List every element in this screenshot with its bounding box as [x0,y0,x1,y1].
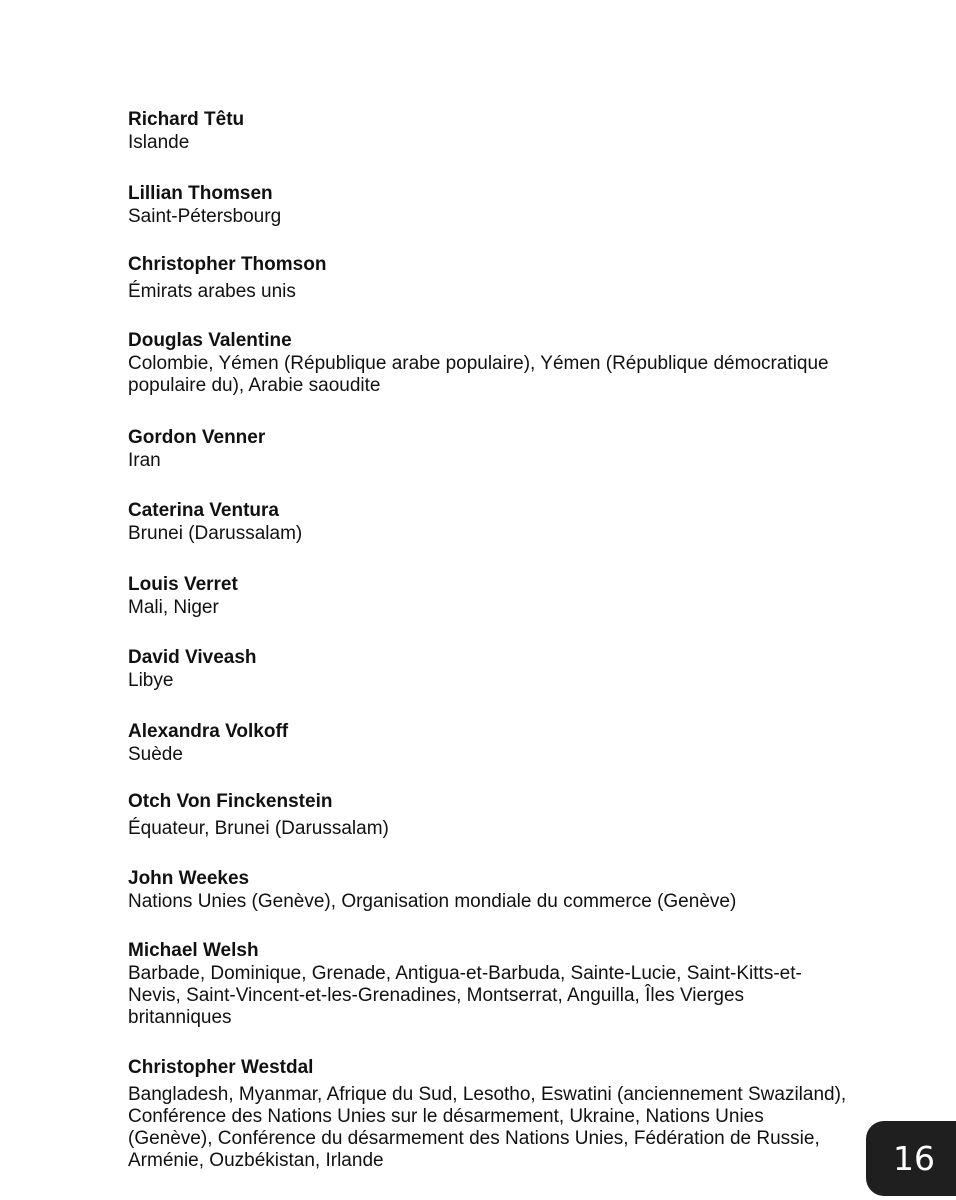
entry-name: David Viveash [128,647,257,668]
entry-name: Christopher Westdal [128,1057,314,1078]
entry-posts: Mali, Niger [128,597,219,618]
entry-name: Richard Têtu [128,109,245,130]
entry-posts: Iran [128,450,161,471]
entry-posts: Suède [128,744,183,765]
entry [128,500,848,545]
entry [128,254,848,303]
entry [128,330,848,397]
entry [128,940,848,1029]
entry-name: Michael Welsh [128,940,259,961]
entry-name: Alexandra Volkoff [128,721,289,742]
entry-name: Caterina Ventura [128,500,279,521]
entry-posts: Saint-Pétersbourg [128,206,282,227]
entry [128,791,848,840]
entry [128,868,848,913]
entry [128,183,848,228]
entry-name: Gordon Venner [128,427,266,448]
entry-posts: Colombie, Yémen (République arabe populaire), Yémen (République démocratique populaire du), Arabie saoudite [128,353,829,396]
entry [128,647,848,692]
entry-posts: Émirats arabes unis [128,281,296,302]
entry-posts: Barbade, Dominique, Grenade, Antigua-et-Barbuda, Sainte-Lucie, Saint-Kitts-et-Nevis, Saint-Vincent-et-les-Grenadines, Montserrat, Anguilla, Îles Vierges britanniques [128,963,802,1028]
entry-posts: Bangladesh, Myanmar, Afrique du Sud, Lesotho, Eswatini (anciennement Swaziland), Conférence des Nations Unies sur le désarmement, Ukraine, Nations Unies (Genève), Conférence du désarmement des Nations Unies, Fédération de Russie, Arménie, Ouzbékistan, Irlande [128,1084,847,1171]
entry-name: Louis Verret [128,574,238,595]
entry-posts: Brunei (Darussalam) [128,523,303,544]
entry-name: Otch Von Finckenstein [128,791,333,812]
entry-name: John Weekes [128,868,250,889]
entry [128,427,848,472]
entry [128,574,848,619]
entry-posts: Équateur, Brunei (Darussalam) [128,818,389,839]
entry-name: Douglas Valentine [128,330,292,351]
page-number-badge: 16 [866,1121,956,1196]
entry-name: Christopher Thomson [128,254,327,275]
entry [128,109,848,154]
entry-posts: Nations Unies (Genève), Organisation mondiale du commerce (Genève) [128,891,737,912]
entry-posts: Libye [128,670,174,691]
entry-posts: Islande [128,132,190,153]
entry [128,1057,848,1172]
entry [128,721,848,766]
entry-name: Lillian Thomsen [128,183,273,204]
